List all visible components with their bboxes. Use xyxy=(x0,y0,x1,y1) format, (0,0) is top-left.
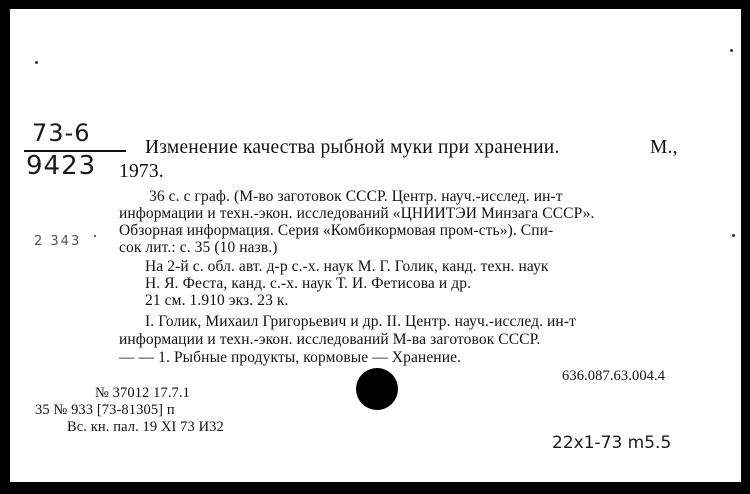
publication-year: 1973. xyxy=(119,161,164,182)
punch-hole xyxy=(356,368,398,410)
entries-line: I. Голик, Михаил Григорьевич и др. II. Центр. науч.-исслед. ин-т xyxy=(145,313,576,330)
authors-line: На 2-й с. обл. авт. д-р с.-х. наук М. Г. Голик, канд. техн. наук xyxy=(145,258,549,275)
entries-line: информации и техн.-экон. исследований М-ва заготовок СССР. xyxy=(119,331,541,348)
description-line: информации и техн.-экон. исследований «ЦНИИТЭИ Минзага СССР». xyxy=(119,205,595,222)
authors-line: Н. Я. Феста, канд. с.-х. наук Т. И. Фетисова и др. xyxy=(145,275,472,292)
publication-city: М., xyxy=(650,137,678,158)
handwritten-call-number-bottom: 9423 xyxy=(26,151,97,181)
book-title: Изменение качества рыбной муки при хранении. xyxy=(145,137,560,158)
registry-line: № 37012 17.7.1 xyxy=(95,385,190,401)
handwritten-margin-mark: 2 343 xyxy=(34,234,82,249)
udc-code: 636.087.63.004.4 xyxy=(562,368,666,384)
handwritten-call-number-top: 73-6 xyxy=(32,119,91,147)
registry-line: 35 № 933 [73-81305] п xyxy=(35,402,175,418)
scan-speck xyxy=(730,49,733,52)
registry-line: Вс. кн. пал. 19 XI 73 И32 xyxy=(67,419,224,435)
description-line: сок лит.: с. 35 (10 назв.) xyxy=(119,239,278,256)
scan-speck xyxy=(35,61,38,64)
entries-line: — — 1. Рыбные продукты, кормовые — Хранение. xyxy=(119,349,462,366)
description-line: 36 с. с граф. (М-во заготовок СССР. Центр. науч.-исслед. ин-т xyxy=(149,188,563,205)
format-line: 21 см. 1.910 экз. 23 к. xyxy=(145,292,289,309)
handwritten-inventory-mark: 22x1-73 m5.5 xyxy=(552,433,672,453)
scan-speck xyxy=(94,235,96,237)
description-line: Обзорная информация. Серия «Комбикормовая пром-сть»). Спи- xyxy=(119,222,554,239)
catalog-card xyxy=(10,9,741,482)
scan-speck xyxy=(732,234,735,237)
